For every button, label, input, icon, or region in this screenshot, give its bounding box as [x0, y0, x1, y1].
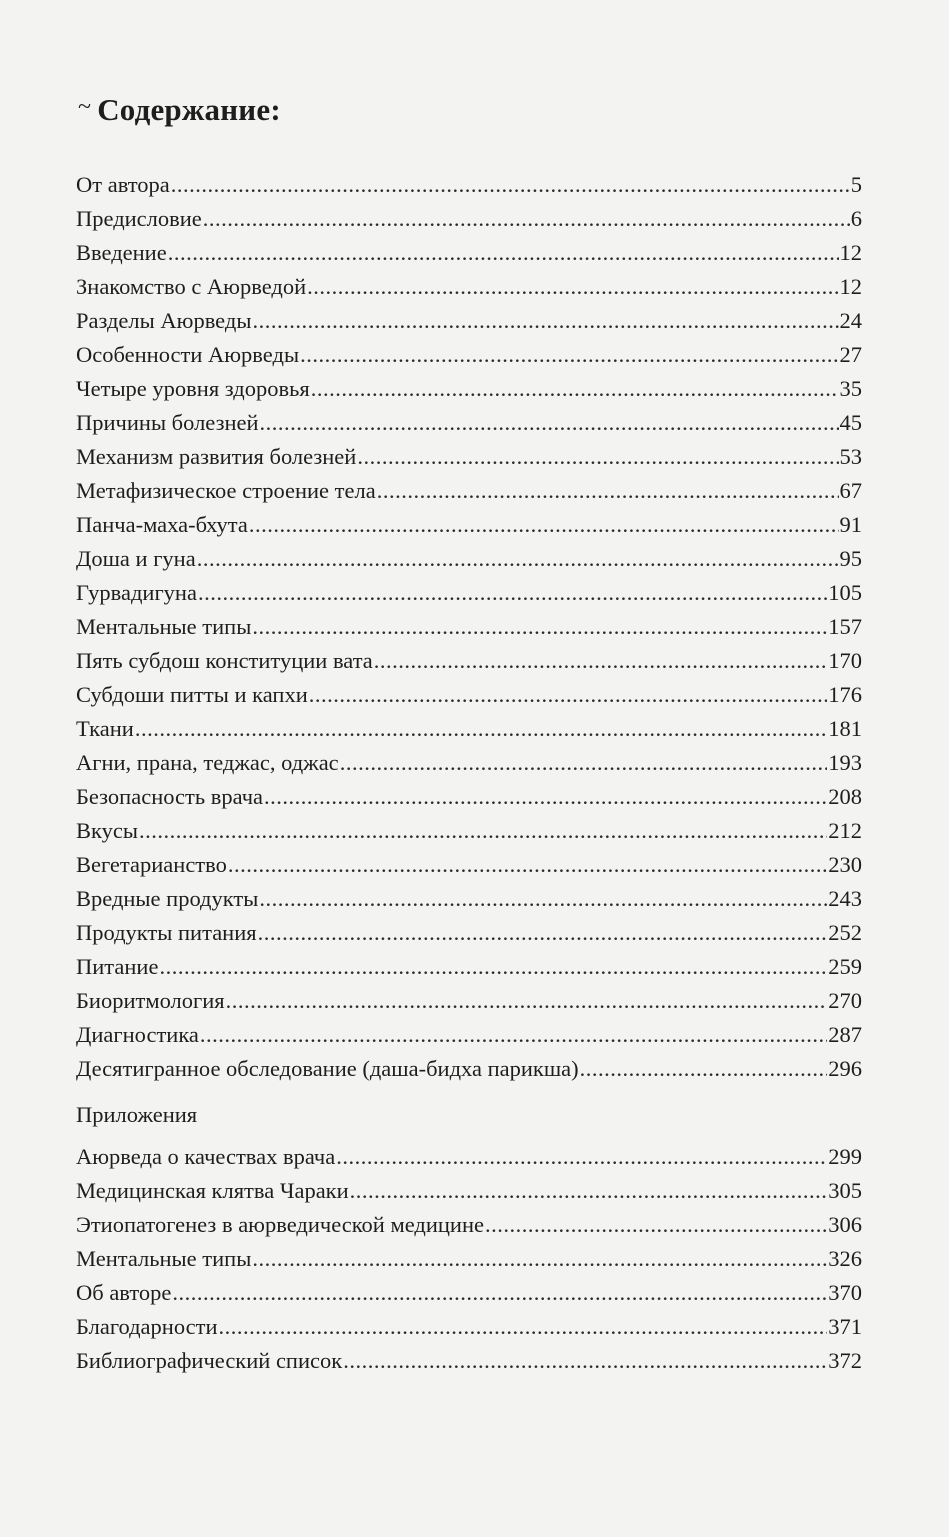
- toc-entry-page: 176: [828, 682, 862, 707]
- toc-entry-page: 53: [839, 444, 862, 469]
- toc-entry-title: Биоритмология: [76, 988, 225, 1013]
- toc-entry-page: 5: [850, 172, 862, 197]
- toc-entry-title: Вегетарианство: [76, 852, 227, 877]
- toc-entry-title: Агни, прана, теджас, оджас: [76, 750, 339, 775]
- toc-entry: [76, 1276, 862, 1310]
- toc-entry-title: Введение: [76, 240, 167, 265]
- toc-dot-leader: [343, 1344, 827, 1378]
- toc-dot-leader: [228, 848, 827, 882]
- toc-dot-leader: [135, 712, 827, 746]
- toc-entry-page: 252: [828, 920, 862, 945]
- toc-entry-title: Ментальные типы: [76, 614, 252, 639]
- toc-dot-leader: [300, 338, 838, 372]
- toc-entry: [76, 712, 862, 746]
- toc-entry-page: 170: [828, 648, 862, 673]
- toc-dot-leader: [159, 950, 827, 984]
- toc-entry-page: 370: [828, 1280, 862, 1305]
- toc-entry-page: 35: [839, 376, 862, 401]
- toc-entry-title: Об авторе: [76, 1280, 172, 1305]
- toc-entry-title: Вредные продукты: [76, 886, 259, 911]
- toc-entry: [76, 542, 862, 576]
- toc-entry-page: 296: [828, 1056, 862, 1081]
- toc-entry-title: Десятигранное обследование (даша-бидха парикша): [76, 1056, 579, 1081]
- toc-dot-leader: [311, 372, 839, 406]
- toc-entry-title: Медицинская клятва Чараки: [76, 1178, 349, 1203]
- toc-entry-title: Панча-маха-бхута: [76, 512, 248, 537]
- toc-dot-leader: [485, 1208, 827, 1242]
- toc-entry: [76, 304, 862, 338]
- toc-entry-title: Механизм развития болезней: [76, 444, 357, 469]
- toc-entry: [76, 474, 862, 508]
- toc-entry-page: 305: [828, 1178, 862, 1203]
- toc-entry: [76, 168, 862, 202]
- toc-dot-leader: [139, 814, 827, 848]
- toc-entry-title: Особенности Аюрведы: [76, 342, 300, 367]
- toc-dot-leader: [203, 202, 850, 236]
- toc-entry-page: 208: [828, 784, 862, 809]
- toc-entry: [76, 440, 862, 474]
- toc-entry: [76, 848, 862, 882]
- toc-entry: [76, 780, 862, 814]
- toc-entry-title: Причины болезней: [76, 410, 259, 435]
- toc-entry: [76, 576, 862, 610]
- toc-dot-leader: [226, 984, 828, 1018]
- toc-entry: [76, 1310, 862, 1344]
- toc-dot-leader: [252, 304, 838, 338]
- toc-entry-page: 91: [839, 512, 862, 537]
- toc-entry-page: 6: [850, 206, 862, 231]
- toc-entry: [76, 1344, 862, 1378]
- page-title: [78, 92, 281, 128]
- toc-entry: [76, 1208, 862, 1242]
- toc-dot-leader: [249, 508, 839, 542]
- toc-dot-leader: [168, 236, 839, 270]
- toc-main-list: [76, 168, 862, 1086]
- toc-entry-page: 27: [839, 342, 862, 367]
- toc-entry-page: 287: [828, 1022, 862, 1047]
- toc-entry-page: 259: [828, 954, 862, 979]
- toc-entry: [76, 746, 862, 780]
- toc-entry: [76, 1174, 862, 1208]
- appendix-heading: Приложения: [76, 1102, 198, 1127]
- toc-entry-page: 181: [828, 716, 862, 741]
- toc-entry-title: Этиопатогенез в аюрведической медицине: [76, 1212, 484, 1237]
- page-title-text: Содержание:: [97, 92, 281, 127]
- toc-entry-title: Вкусы: [76, 818, 138, 843]
- toc-entry-title: Пять субдош конституции вата: [76, 648, 373, 673]
- toc-entry: [76, 372, 862, 406]
- toc-entry-page: 105: [828, 580, 862, 605]
- toc-entry: [76, 508, 862, 542]
- toc-entry-page: 12: [839, 240, 862, 265]
- toc-entry-title: Субдоши питты и капхи: [76, 682, 308, 707]
- toc-entry-title: Метафизическое строение тела: [76, 478, 376, 503]
- toc-entry: [76, 202, 862, 236]
- toc-entry-page: 212: [828, 818, 862, 843]
- toc-dot-leader: [340, 746, 828, 780]
- toc-dot-leader: [172, 1276, 827, 1310]
- toc-entry-title: От автора: [76, 172, 170, 197]
- toc-entry-title: Предисловие: [76, 206, 202, 231]
- toc-entry-title: Питание: [76, 954, 159, 979]
- toc-entry-page: 371: [828, 1314, 862, 1339]
- toc-entry-page: 24: [839, 308, 862, 333]
- toc-entry-title: Гурвадигуна: [76, 580, 197, 605]
- toc-entry: [76, 882, 862, 916]
- toc-entry: [76, 1052, 862, 1086]
- toc-dot-leader: [309, 678, 828, 712]
- toc-entry-page: 67: [839, 478, 862, 503]
- toc-dot-leader: [307, 270, 838, 304]
- toc-entry-page: 243: [828, 886, 862, 911]
- toc-entry-page: 372: [828, 1348, 862, 1373]
- toc-entry-title: Разделы Аюрведы: [76, 308, 252, 333]
- toc-dot-leader: [219, 1310, 828, 1344]
- toc-appendix-list: [76, 1140, 862, 1378]
- toc-entry: [76, 1140, 862, 1174]
- toc-entry: [76, 406, 862, 440]
- toc-entry-page: 12: [839, 274, 862, 299]
- toc-dot-leader: [374, 644, 827, 678]
- toc-entry: [76, 270, 862, 304]
- toc-entry-page: 157: [828, 614, 862, 639]
- toc-entry-title: Ткани: [76, 716, 134, 741]
- toc-entry-page: 306: [828, 1212, 862, 1237]
- toc-entry-title: Доша и гуна: [76, 546, 196, 571]
- toc-dot-leader: [252, 1242, 827, 1276]
- toc-entry-title: Диагностика: [76, 1022, 199, 1047]
- toc-entry: [76, 338, 862, 372]
- toc-entry-page: 193: [828, 750, 862, 775]
- toc-entry-page: 230: [828, 852, 862, 877]
- toc-entry-title: Библиографический список: [76, 1348, 343, 1373]
- toc-dot-leader: [198, 576, 827, 610]
- toc-dot-leader: [252, 610, 827, 644]
- toc-entry-page: 270: [828, 988, 862, 1013]
- toc-entry-title: Знакомство с Аюрведой: [76, 274, 307, 299]
- toc-dot-leader: [580, 1052, 828, 1086]
- toc-dot-leader: [258, 916, 828, 950]
- toc-entry: [76, 1242, 862, 1276]
- toc-dot-leader: [264, 780, 827, 814]
- toc-entry-title: Продукты питания: [76, 920, 257, 945]
- toc-entry: [76, 678, 862, 712]
- toc-dot-leader: [197, 542, 839, 576]
- toc-dot-leader: [200, 1018, 827, 1052]
- toc-dot-leader: [171, 168, 850, 202]
- table-of-contents: [76, 168, 862, 1378]
- toc-entry: [76, 916, 862, 950]
- toc-dot-leader: [336, 1140, 827, 1174]
- toc-entry-title: Четыре уровня здоровья: [76, 376, 310, 401]
- toc-dot-leader: [350, 1174, 828, 1208]
- toc-entry: [76, 644, 862, 678]
- swash-ornament-icon: ~: [78, 93, 92, 120]
- toc-entry: [76, 610, 862, 644]
- toc-entry-page: 299: [828, 1144, 862, 1169]
- toc-dot-leader: [377, 474, 839, 508]
- toc-entry-title: Аюрведа о качествах врача: [76, 1144, 336, 1169]
- toc-entry: [76, 950, 862, 984]
- toc-entry-title: Благодарности: [76, 1314, 218, 1339]
- toc-dot-leader: [357, 440, 838, 474]
- toc-dot-leader: [259, 882, 827, 916]
- toc-entry: [76, 814, 862, 848]
- toc-entry-page: 45: [839, 410, 862, 435]
- toc-dot-leader: [260, 406, 839, 440]
- toc-entry-title: Безопасность врача: [76, 784, 264, 809]
- toc-entry: [76, 1018, 862, 1052]
- toc-entry-title: Ментальные типы: [76, 1246, 252, 1271]
- toc-entry-page: 326: [828, 1246, 862, 1271]
- toc-entry: [76, 984, 862, 1018]
- toc-entry-page: 95: [839, 546, 862, 571]
- toc-entry: [76, 236, 862, 270]
